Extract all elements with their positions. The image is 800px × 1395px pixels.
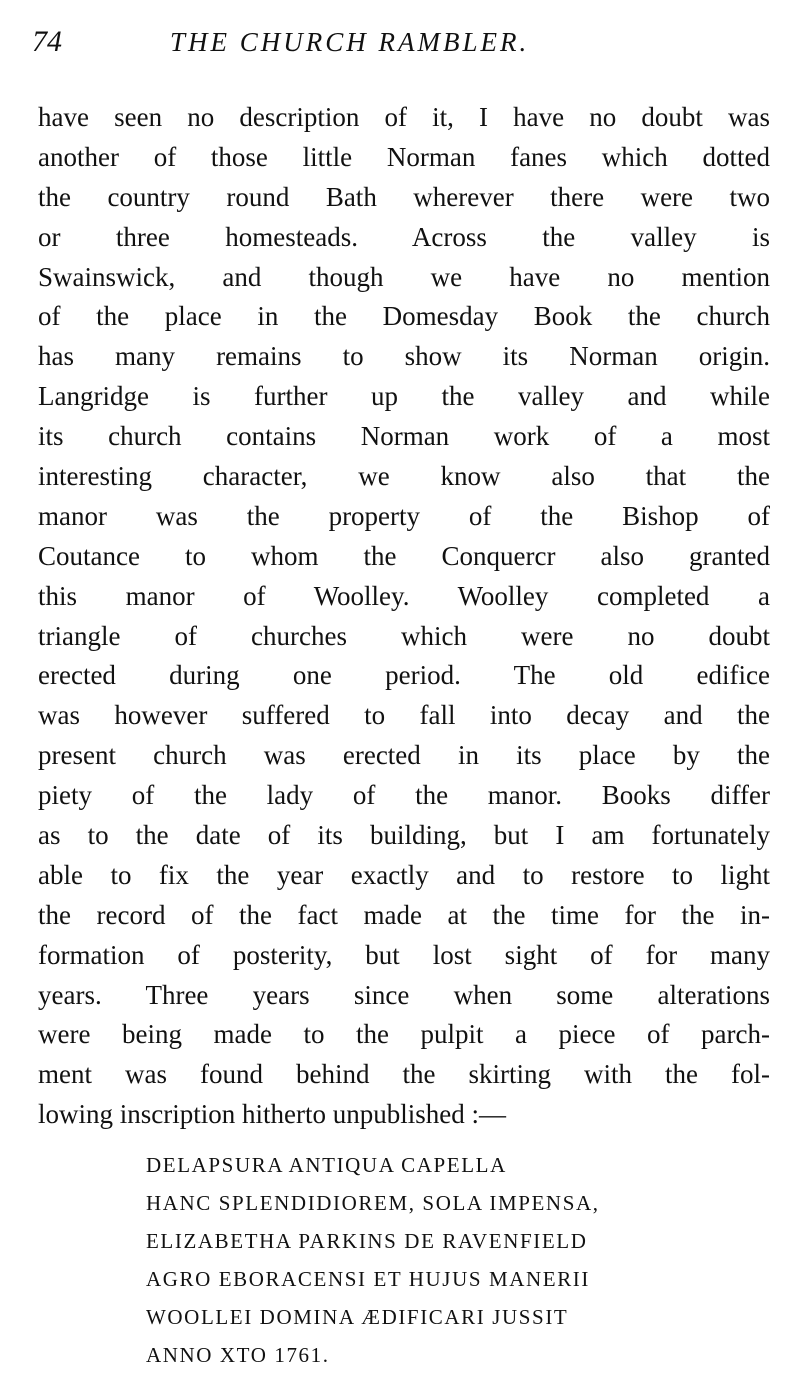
inscription-line: ELIZABETHA PARKINS DE RAVENFIELD xyxy=(146,1229,588,1253)
text-line: manor was the property of the Bishop of xyxy=(38,500,770,531)
text-line: interesting character, we know also that the xyxy=(38,461,770,492)
text-line: Langridge is further up the valley and while xyxy=(38,381,770,412)
inscription-line: AGRO EBORACENSI ET HUJUS MANERII xyxy=(146,1267,590,1291)
page-header xyxy=(32,22,772,62)
text-line: or three homesteads. Across the valley is xyxy=(38,221,770,252)
text-line: of the place in the Domesday Book the church xyxy=(38,301,770,332)
text-line: formation of posterity, but lost sight of for many xyxy=(38,939,770,970)
inscription-line: DELAPSURA ANTIQUA CAPELLA xyxy=(146,1153,507,1177)
text-line: ment was found behind the skirting with the fol- xyxy=(38,1059,770,1090)
text-line: lowing inscription hitherto unpublished :— xyxy=(38,1099,506,1130)
text-line: triangle of churches which were no doubt xyxy=(38,620,770,651)
inscription-line: HANC SPLENDIDIOREM, SOLA IMPENSA, xyxy=(146,1191,600,1215)
text-line: as to the date of its building, but I am fortunately xyxy=(38,820,770,851)
text-line: Swainswick, and though we have no mention xyxy=(38,261,770,292)
text-line: has many remains to show its Norman origin. xyxy=(38,341,770,372)
text-line: another of those little Norman fanes which dotted xyxy=(38,141,770,172)
text-line: the country round Bath wherever there were two xyxy=(38,181,770,212)
text-line: piety of the lady of the manor. Books differ xyxy=(38,780,770,811)
text-line: were being made to the pulpit a piece of parch- xyxy=(38,1019,770,1050)
text-line: this manor of Woolley. Woolley completed a xyxy=(38,580,770,611)
latin-inscription xyxy=(146,1146,706,1374)
text-line: present church was erected in its place by the xyxy=(38,740,770,771)
running-head: THE CHURCH RAMBLER. xyxy=(170,27,530,57)
text-line: able to fix the year exactly and to restore to light xyxy=(38,859,770,890)
text-line: was however suffered to fall into decay and the xyxy=(38,700,770,731)
page-number: 74 xyxy=(32,25,62,58)
text-line: have seen no description of it, I have no doubt was xyxy=(38,102,770,132)
inscription-line: ANNO XTO 1761. xyxy=(146,1343,330,1367)
inscription-line: WOOLLEI DOMINA ÆDIFICARI JUSSIT xyxy=(146,1305,569,1329)
text-line: its church contains Norman work of a most xyxy=(38,421,770,452)
body-paragraph xyxy=(38,98,770,1135)
text-line: years. Three years since when some alterations xyxy=(38,979,770,1010)
text-line: Coutance to whom the Conquercr also granted xyxy=(38,540,770,571)
text-line: the record of the fact made at the time for the in- xyxy=(38,899,770,930)
text-line: erected during one period. The old edifice xyxy=(38,660,770,691)
